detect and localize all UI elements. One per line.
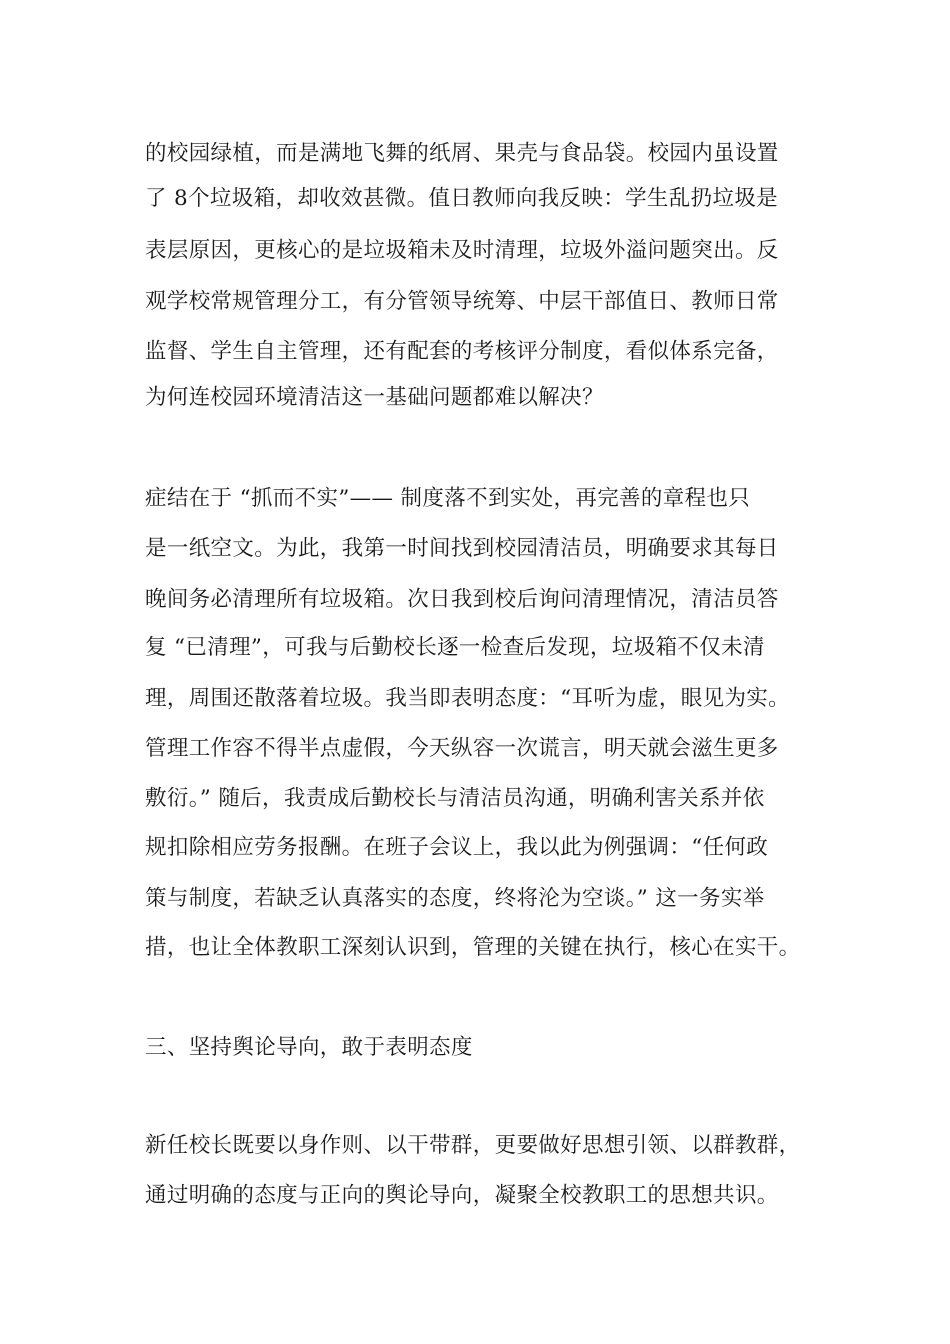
- text-line: 为何连校园环境清洁这一基础问题都难以解决？: [145, 385, 604, 410]
- text-line: 通过明确的态度与正向的舆论导向，凝聚全校教职工的思想共识。: [145, 1183, 779, 1208]
- text-line: 晚间务必清理所有垃圾箱。次日我到校后询问清理情况，清洁员答: [145, 587, 779, 612]
- text-line: 观学校常规管理分工，有分管领导统筹、中层干部值日、教师日常: [145, 289, 779, 314]
- text-line: 了 8个垃圾箱，却收效甚微。值日教师向我反映：学生乱扔垃圾是: [145, 186, 779, 211]
- text-line: 措，也让全体教职工深刻认识到，管理的关键在执行，核心在实干。: [145, 935, 801, 960]
- section-heading: 三、坚持舆论导向，敢于表明态度: [145, 1035, 473, 1060]
- text-line: 的校园绿植，而是满地飞舞的纸屑、果壳与食品袋。校园内虽设置: [145, 141, 779, 166]
- text-line: 策与制度，若缺乏认真落实的态度，终将沦为空谈。” 这一务实举: [145, 886, 765, 911]
- text-line: 规扣除相应劳务报酬。在班子会议上，我以此为例强调：“任何政: [145, 835, 769, 860]
- text-line: 表层原因，更核心的是垃圾箱未及时清理，垃圾外溢问题突出。反: [145, 238, 779, 263]
- text-line: 监督、学生自主管理，还有配套的考核评分制度，看似体系完备，: [145, 339, 779, 364]
- text-line: 理，周围还散落着垃圾。我当即表明态度：“耳听为虚，眼见为实。: [145, 686, 790, 711]
- text-line: 新任校长既要以身作则、以干带群，更要做好思想引领、以群教群，: [145, 1133, 801, 1158]
- text-line: 管理工作容不得半点虚假，今天纵容一次谎言，明天就会滋生更多: [145, 736, 779, 761]
- text-line: 敷衍。” 随后，我责成后勤校长与清洁员沟通，明确利害关系并依: [145, 786, 765, 811]
- text-line: 是一纸空文。为此，我第一时间找到校园清洁员，明确要求其每日: [145, 536, 779, 561]
- text-line: 复 “已清理”，可我与后勤校长逐一检查后发现，垃圾箱不仅未清: [145, 635, 765, 660]
- text-line: 症结在于 “抓而不实”—— 制度落不到实处，再完善的章程也只: [145, 486, 751, 511]
